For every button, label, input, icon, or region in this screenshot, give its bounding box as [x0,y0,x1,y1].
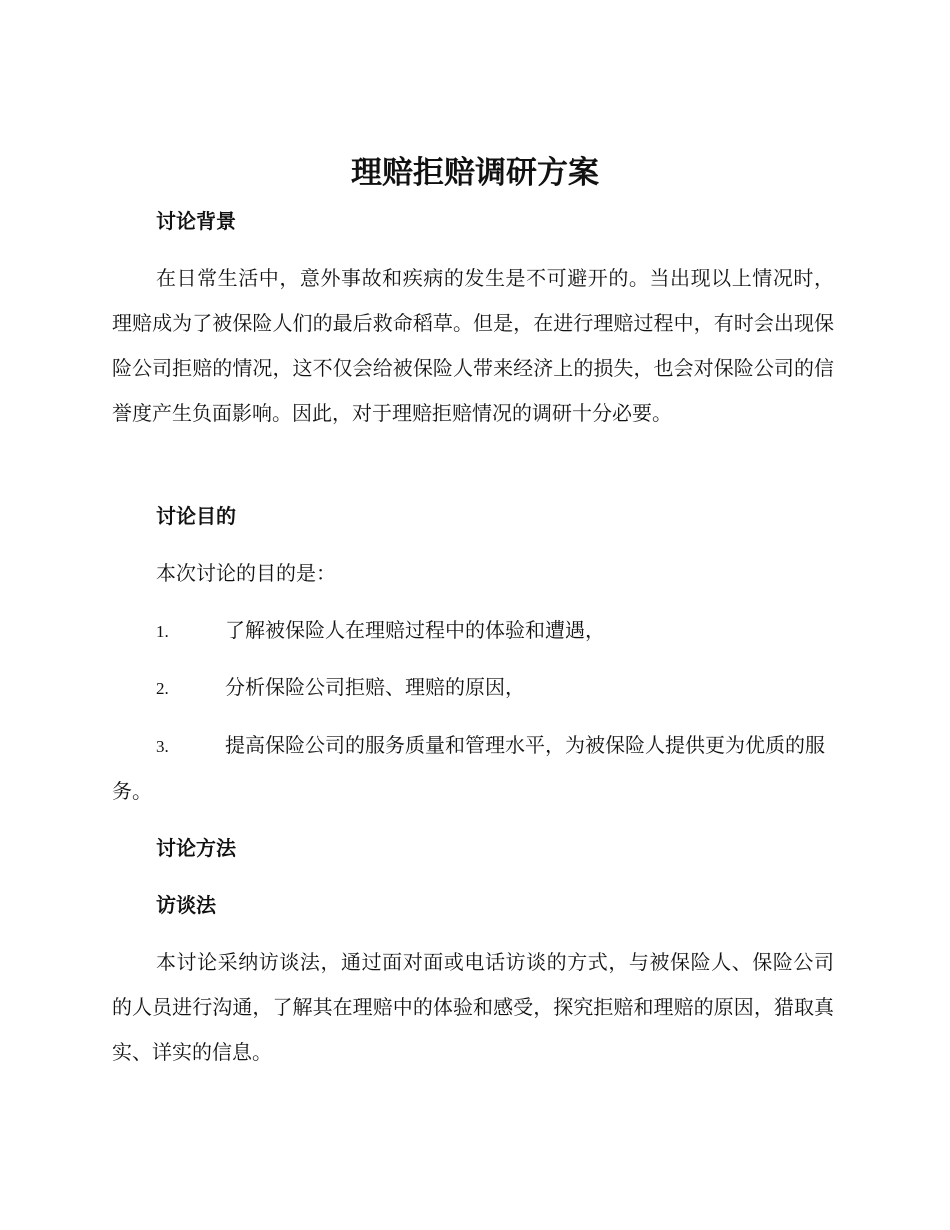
list-text: 分析保险公司拒赔、理赔的原因， [225,675,525,699]
document-title: 理赔拒赔调研方案 [351,155,599,191]
list-number: 3. [156,737,169,756]
list-text: 了解被保险人在理赔过程中的体验和遭遇， [225,618,605,642]
list-number: 1. [156,622,169,641]
purpose-intro: 本次讨论的目的是： [156,561,336,585]
list-text: 提高保险公司的服务质量和管理水平，为被保险人提供更为优质的服务。 [112,733,825,803]
section-heading-method: 讨论方法 [156,836,236,860]
section-heading-purpose: 讨论目的 [156,504,236,528]
section-heading-background: 讨论背景 [156,209,236,233]
background-paragraph: 在日常生活中，意外事故和疾病的发生是不可避开的。当出现以上情况时，理赔成为了被保险人们的最后救命稻草。但是，在进行理赔过程中，有时会出现保险公司拒赔的情况，这不仅会给被保险人带来经济上的损失，也会对保险公司的信誉度产生负面影响。因此，对于理赔拒赔情况的调研十分必要。 [112,266,834,425]
purpose-list-item [112,723,834,814]
subheading-interview: 访谈法 [156,893,216,917]
list-number: 2. [156,679,169,698]
method-paragraph: 本讨论采纳访谈法，通过面对面或电话访谈的方式，与被保险人、保险公司的人员进行沟通，了解其在理赔中的体验和感受，探究拒赔和理赔的原因，猎取真实、详实的信息。 [112,950,834,1064]
purpose-list-item [112,608,834,654]
purpose-list-item [112,665,834,711]
